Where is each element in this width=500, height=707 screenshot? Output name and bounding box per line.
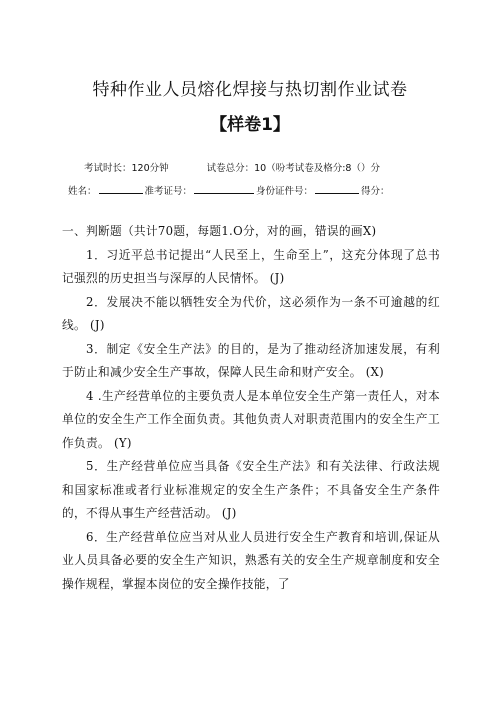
question-item: 2．发展决不能以牺牲安全为代价，这必须作为一条不可逾越的红线。 (J) (62, 294, 440, 332)
score-label: 得分： (361, 186, 390, 197)
ticket-blank[interactable] (194, 183, 254, 194)
exam-time: 考试时长：120分钟 (84, 163, 169, 174)
question-item: 5．生产经营单位应当具备《安全生产法》和有关法律、行政法规和国家标准或者行业标准规定的安全生产条件；不具备安全生产条件的，不得从事生产经营活动。 (J) (62, 459, 440, 520)
document-subtitle: 【样卷1】 (210, 115, 290, 135)
name-label: 姓名： (68, 186, 97, 197)
id-label: 身份证件号： (256, 186, 314, 197)
ticket-label: 准考证号： (144, 186, 193, 197)
question-item: 1．习近平总书记提出“人民至上，生命至上”，这充分体现了总书记强烈的历史担当与深厚的人民情怀。 (J) (62, 247, 440, 285)
question-item: 3．制定《安全生产法》的目的，是为了推动经济加速发展，有利于防止和减少安全生产事故，保障人民生命和财产安全。 (X) (62, 341, 440, 379)
question-item: 6．生产经营单位应当对从业人员进行安全生产教育和培训,保证从业人员具备必要的安全生产知识，熟悉有关的安全生产规章制度和安全操作规程，掌握本岗位的安全操作技能，了 (62, 529, 440, 591)
id-blank[interactable] (315, 183, 359, 194)
candidate-info-row (68, 183, 390, 197)
exam-info-row (84, 160, 380, 174)
document-title: 特种作业人员熔化焊接与热切割作业试卷 (92, 80, 408, 100)
question-item: 4 .生产经营单位的主要负责人是本单位安全生产第一责任人，对本单位的安全生产工作全面负责。其他负责人对职责范围内的安全生产工作负责。 (Y) (62, 388, 440, 450)
name-blank[interactable] (99, 183, 143, 194)
exam-total-score: 试卷总分：10（吩考试卷及格分:8（）分 (206, 163, 380, 174)
section-heading: 一、判断题（共计70题，每题1.O分，对的画，错误的画X) (62, 224, 377, 238)
question-section (62, 220, 440, 596)
